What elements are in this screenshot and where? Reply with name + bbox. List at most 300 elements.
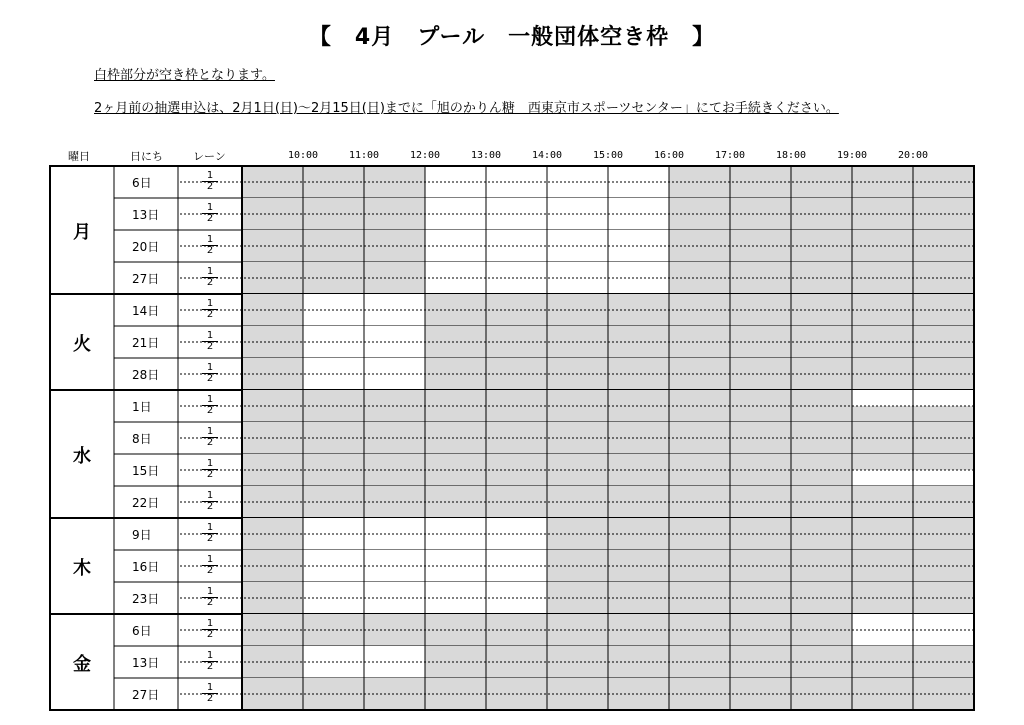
slot-cell: [730, 246, 791, 262]
lane-2-label: 2: [206, 597, 214, 608]
slot-cell: [791, 358, 852, 374]
slot-cell: [730, 230, 791, 246]
slot-cell: [791, 486, 852, 502]
slot-cell: [364, 214, 425, 230]
slot-cell: [425, 374, 486, 390]
slot-cell: [852, 294, 913, 310]
slot-cell: [852, 566, 913, 582]
slot-cell: [242, 342, 303, 358]
slot-cell: [730, 470, 791, 486]
slot-cell: [303, 278, 364, 294]
slot-cell: [364, 518, 425, 534]
slot-cell: [669, 310, 730, 326]
slot-cell: [364, 326, 425, 342]
slot-cell: [669, 262, 730, 278]
slot-cell: [547, 246, 608, 262]
slot-cell: [669, 246, 730, 262]
slot-cell: [425, 646, 486, 662]
slot-cell: [303, 422, 364, 438]
slot-cell: [303, 662, 364, 678]
slot-cell: [730, 518, 791, 534]
slot-cell: [852, 198, 913, 214]
date-cell: 13日: [132, 656, 160, 670]
lane-1-label: 1: [202, 203, 218, 214]
slot-cell: [852, 166, 913, 182]
slot-cell: [303, 694, 364, 710]
date-cell: 22日: [132, 496, 160, 510]
slot-cell: [547, 486, 608, 502]
slot-cell: [242, 630, 303, 646]
date-cell: 27日: [132, 272, 160, 286]
slot-cell: [913, 454, 974, 470]
slot-cell: [242, 486, 303, 502]
slot-cell: [364, 582, 425, 598]
date-cell: 21日: [132, 336, 160, 350]
slot-cell: [730, 390, 791, 406]
lane-numbers: [202, 331, 218, 352]
slot-cell: [608, 358, 669, 374]
slot-cell: [242, 374, 303, 390]
slot-cell: [730, 342, 791, 358]
slot-cell: [486, 374, 547, 390]
slot-cell: [364, 406, 425, 422]
slot-cell: [913, 342, 974, 358]
slot-cell: [486, 278, 547, 294]
slot-cell: [852, 598, 913, 614]
slot-cell: [303, 358, 364, 374]
slot-cell: [303, 614, 364, 630]
weekday-label: 木: [73, 558, 91, 579]
slot-cell: [791, 310, 852, 326]
slot-cell: [852, 374, 913, 390]
slot-cell: [730, 454, 791, 470]
slot-cell: [608, 598, 669, 614]
slot-cell: [425, 262, 486, 278]
slot-cell: [486, 534, 547, 550]
slot-cell: [669, 550, 730, 566]
slot-cell: [486, 406, 547, 422]
slot-cell: [425, 678, 486, 694]
slot-cell: [242, 310, 303, 326]
slot-cell: [486, 422, 547, 438]
slot-cell: [608, 374, 669, 390]
slot-cell: [242, 566, 303, 582]
slot-cell: [303, 166, 364, 182]
slot-cell: [242, 294, 303, 310]
slot-cell: [364, 454, 425, 470]
slot-cell: [913, 390, 974, 406]
slot-cell: [669, 342, 730, 358]
lane-numbers: [202, 299, 218, 320]
lane-numbers: [202, 587, 218, 608]
slot-cell: [486, 502, 547, 518]
lane-1-label: 1: [202, 651, 218, 662]
lane-1-label: 1: [202, 363, 218, 374]
slot-cell: [364, 262, 425, 278]
slot-cell: [364, 438, 425, 454]
time-label: 13:00: [470, 150, 502, 161]
slot-cell: [364, 662, 425, 678]
lane-numbers: [202, 555, 218, 576]
slot-cell: [425, 342, 486, 358]
slot-cell: [852, 630, 913, 646]
lane-1-label: 1: [202, 235, 218, 246]
time-label: 15:00: [592, 150, 624, 161]
slot-cell: [425, 182, 486, 198]
lane-2-label: 2: [206, 469, 214, 480]
slot-cell: [425, 454, 486, 470]
slot-cell: [608, 502, 669, 518]
slot-cell: [852, 550, 913, 566]
lane-header: レーン: [193, 150, 226, 163]
slot-cell: [303, 310, 364, 326]
slot-cell: [303, 630, 364, 646]
lane-1-label: 1: [202, 299, 218, 310]
slot-cell: [303, 454, 364, 470]
slot-cell: [364, 374, 425, 390]
slot-cell: [791, 294, 852, 310]
slot-cell: [364, 550, 425, 566]
slot-cell: [486, 438, 547, 454]
slot-cell: [791, 374, 852, 390]
slot-cell: [547, 646, 608, 662]
slot-cell: [242, 262, 303, 278]
slot-cell: [852, 470, 913, 486]
slot-cell: [486, 486, 547, 502]
slot-cell: [669, 678, 730, 694]
lane-1-label: 1: [202, 395, 218, 406]
slot-cell: [913, 278, 974, 294]
slot-cell: [608, 518, 669, 534]
slot-cell: [486, 550, 547, 566]
slot-cell: [242, 582, 303, 598]
slot-cell: [913, 374, 974, 390]
slot-cell: [608, 630, 669, 646]
slot-cell: [913, 406, 974, 422]
slot-cell: [608, 694, 669, 710]
lane-1-label: 1: [202, 459, 218, 470]
slot-cell: [547, 182, 608, 198]
slot-cell: [730, 550, 791, 566]
slot-cell: [425, 502, 486, 518]
slot-cell: [730, 406, 791, 422]
slot-cell: [913, 550, 974, 566]
slot-cell: [791, 166, 852, 182]
date-header: 日にち: [130, 150, 163, 163]
slot-cell: [852, 326, 913, 342]
slot-cell: [791, 438, 852, 454]
time-label: 17:00: [714, 150, 746, 161]
lottery-application-note: 2ヶ月前の抽選申込は、2月1日(日)～2月15日(日)までに「旭のかりん糖 西東京市スポーツセンター」にてお手続きください。: [94, 101, 839, 116]
slot-cell: [791, 326, 852, 342]
lane-numbers: [202, 491, 218, 512]
slot-cell: [730, 614, 791, 630]
slot-cell: [669, 198, 730, 214]
slot-cell: [913, 230, 974, 246]
slot-cell: [852, 502, 913, 518]
slot-cell: [669, 214, 730, 230]
slot-cell: [486, 614, 547, 630]
date-cell: 13日: [132, 208, 160, 222]
slot-cell: [364, 486, 425, 502]
slot-cell: [547, 470, 608, 486]
slot-cell: [242, 614, 303, 630]
lane-numbers: [202, 203, 218, 224]
lane-2-label: 2: [206, 181, 214, 192]
slot-cell: [608, 326, 669, 342]
slot-cell: [791, 214, 852, 230]
slot-cell: [608, 214, 669, 230]
slot-cell: [608, 198, 669, 214]
slot-cell: [791, 246, 852, 262]
slot-cell: [669, 182, 730, 198]
lane-1-label: 1: [202, 683, 218, 694]
slot-cell: [608, 678, 669, 694]
slot-cell: [547, 534, 608, 550]
slot-cell: [242, 182, 303, 198]
slot-cell: [669, 278, 730, 294]
slot-cell: [913, 166, 974, 182]
slot-cell: [730, 358, 791, 374]
slot-cell: [608, 166, 669, 182]
lane-numbers: [202, 683, 218, 704]
slot-cell: [425, 518, 486, 534]
slot-cell: [791, 662, 852, 678]
slot-cell: [486, 358, 547, 374]
slot-cell: [547, 566, 608, 582]
slot-cell: [547, 550, 608, 566]
slot-cell: [242, 470, 303, 486]
slot-cell: [364, 694, 425, 710]
slot-cell: [913, 358, 974, 374]
slot-cell: [852, 246, 913, 262]
slot-cell: [303, 550, 364, 566]
slot-cell: [852, 214, 913, 230]
slot-cell: [730, 214, 791, 230]
slot-cell: [486, 262, 547, 278]
slot-cell: [730, 422, 791, 438]
slot-cell: [669, 326, 730, 342]
slot-cell: [242, 454, 303, 470]
slot-cell: [425, 470, 486, 486]
slot-cell: [730, 198, 791, 214]
time-label: 20:00: [897, 150, 929, 161]
date-cell: 8日: [132, 432, 152, 446]
lane-2-label: 2: [206, 277, 214, 288]
slot-cell: [547, 214, 608, 230]
slot-cell: [547, 598, 608, 614]
slot-cell: [852, 182, 913, 198]
lane-numbers: [202, 619, 218, 640]
slot-cell: [791, 470, 852, 486]
slot-cell: [608, 438, 669, 454]
weekday-label: 金: [73, 654, 91, 675]
lane-2-label: 2: [206, 501, 214, 512]
slot-cell: [486, 646, 547, 662]
lane-1-label: 1: [202, 555, 218, 566]
lane-2-label: 2: [206, 245, 214, 256]
slot-cell: [547, 406, 608, 422]
slot-cell: [791, 230, 852, 246]
slot-cell: [608, 294, 669, 310]
slot-cell: [425, 598, 486, 614]
lane-numbers: [202, 267, 218, 288]
slot-cell: [425, 166, 486, 182]
slot-cell: [852, 678, 913, 694]
slot-cell: [303, 294, 364, 310]
slot-cell: [486, 630, 547, 646]
slot-cell: [364, 646, 425, 662]
time-label: 10:00: [287, 150, 319, 161]
slot-cell: [486, 678, 547, 694]
slot-cell: [852, 582, 913, 598]
slot-cell: [669, 486, 730, 502]
slot-cell: [364, 614, 425, 630]
slot-cell: [913, 470, 974, 486]
lane-2-label: 2: [206, 405, 214, 416]
slot-cell: [852, 358, 913, 374]
slot-cell: [425, 694, 486, 710]
slot-cell: [608, 646, 669, 662]
slot-cell: [913, 662, 974, 678]
slot-cell: [547, 198, 608, 214]
slot-cell: [852, 278, 913, 294]
slot-cell: [547, 230, 608, 246]
slot-cell: [608, 534, 669, 550]
availability-note: 白枠部分が空き枠となります。: [94, 68, 275, 83]
slot-cell: [913, 246, 974, 262]
slot-cell: [791, 342, 852, 358]
slot-cell: [364, 198, 425, 214]
slot-cell: [730, 598, 791, 614]
slot-cell: [791, 422, 852, 438]
lane-numbers: [202, 235, 218, 256]
slot-cell: [913, 182, 974, 198]
slot-cell: [303, 342, 364, 358]
slot-cell: [242, 166, 303, 182]
slot-cell: [303, 438, 364, 454]
lane-2-label: 2: [206, 213, 214, 224]
lane-1-label: 1: [202, 619, 218, 630]
slot-cell: [669, 166, 730, 182]
slot-cell: [486, 662, 547, 678]
slot-cell: [425, 486, 486, 502]
slot-cell: [242, 694, 303, 710]
lane-2-label: 2: [206, 533, 214, 544]
slot-cell: [608, 246, 669, 262]
slot-cell: [669, 502, 730, 518]
slot-cell: [730, 262, 791, 278]
slot-cell: [791, 694, 852, 710]
slot-cell: [608, 662, 669, 678]
slot-cell: [669, 374, 730, 390]
slot-cell: [303, 534, 364, 550]
slot-cell: [608, 262, 669, 278]
slot-cell: [730, 310, 791, 326]
slot-cell: [425, 198, 486, 214]
slot-cell: [791, 566, 852, 582]
time-label: 12:00: [409, 150, 441, 161]
slot-cell: [730, 374, 791, 390]
slot-cell: [364, 246, 425, 262]
slot-cell: [547, 438, 608, 454]
slot-cell: [486, 598, 547, 614]
slot-cell: [608, 582, 669, 598]
slot-cell: [242, 518, 303, 534]
slot-cell: [242, 646, 303, 662]
slot-cell: [303, 598, 364, 614]
slot-cell: [364, 358, 425, 374]
slot-cell: [852, 342, 913, 358]
slot-cell: [303, 326, 364, 342]
slot-cell: [913, 214, 974, 230]
lane-numbers: [202, 523, 218, 544]
slot-cell: [486, 390, 547, 406]
slot-cell: [303, 406, 364, 422]
slot-cell: [242, 390, 303, 406]
slot-cell: [791, 406, 852, 422]
slot-cell: [303, 582, 364, 598]
slot-cell: [547, 326, 608, 342]
slot-cell: [303, 518, 364, 534]
slot-cell: [242, 502, 303, 518]
slot-cell: [608, 278, 669, 294]
slot-cell: [791, 518, 852, 534]
page-title: 【 4月 プール 一般団体空き枠 】: [308, 25, 716, 50]
slot-cell: [669, 566, 730, 582]
slot-cell: [547, 662, 608, 678]
slot-cell: [913, 582, 974, 598]
slot-cell: [913, 614, 974, 630]
lane-1-label: 1: [202, 523, 218, 534]
slot-cell: [791, 390, 852, 406]
slot-cell: [303, 182, 364, 198]
time-label: 16:00: [653, 150, 685, 161]
slot-cell: [486, 454, 547, 470]
lane-1-label: 1: [202, 427, 218, 438]
slot-cell: [425, 246, 486, 262]
slot-cell: [791, 262, 852, 278]
date-cell: 6日: [132, 624, 152, 638]
slot-cell: [486, 214, 547, 230]
lane-1-label: 1: [202, 491, 218, 502]
slot-cell: [608, 342, 669, 358]
lane-2-label: 2: [206, 693, 214, 704]
slot-cell: [547, 630, 608, 646]
slot-cell: [913, 630, 974, 646]
slot-cell: [303, 390, 364, 406]
slot-cell: [303, 198, 364, 214]
slot-cell: [913, 438, 974, 454]
slot-cell: [669, 534, 730, 550]
slot-cell: [730, 502, 791, 518]
lane-2-label: 2: [206, 565, 214, 576]
slot-cell: [730, 582, 791, 598]
slot-cell: [669, 358, 730, 374]
slot-cell: [913, 518, 974, 534]
slot-cell: [425, 534, 486, 550]
slot-cell: [486, 166, 547, 182]
slot-cell: [669, 470, 730, 486]
slot-cell: [852, 486, 913, 502]
slot-cell: [486, 294, 547, 310]
slot-cell: [608, 550, 669, 566]
slot-cell: [486, 518, 547, 534]
slot-cell: [669, 646, 730, 662]
slot-cell: [791, 534, 852, 550]
slot-cell: [547, 678, 608, 694]
slot-cell: [791, 182, 852, 198]
